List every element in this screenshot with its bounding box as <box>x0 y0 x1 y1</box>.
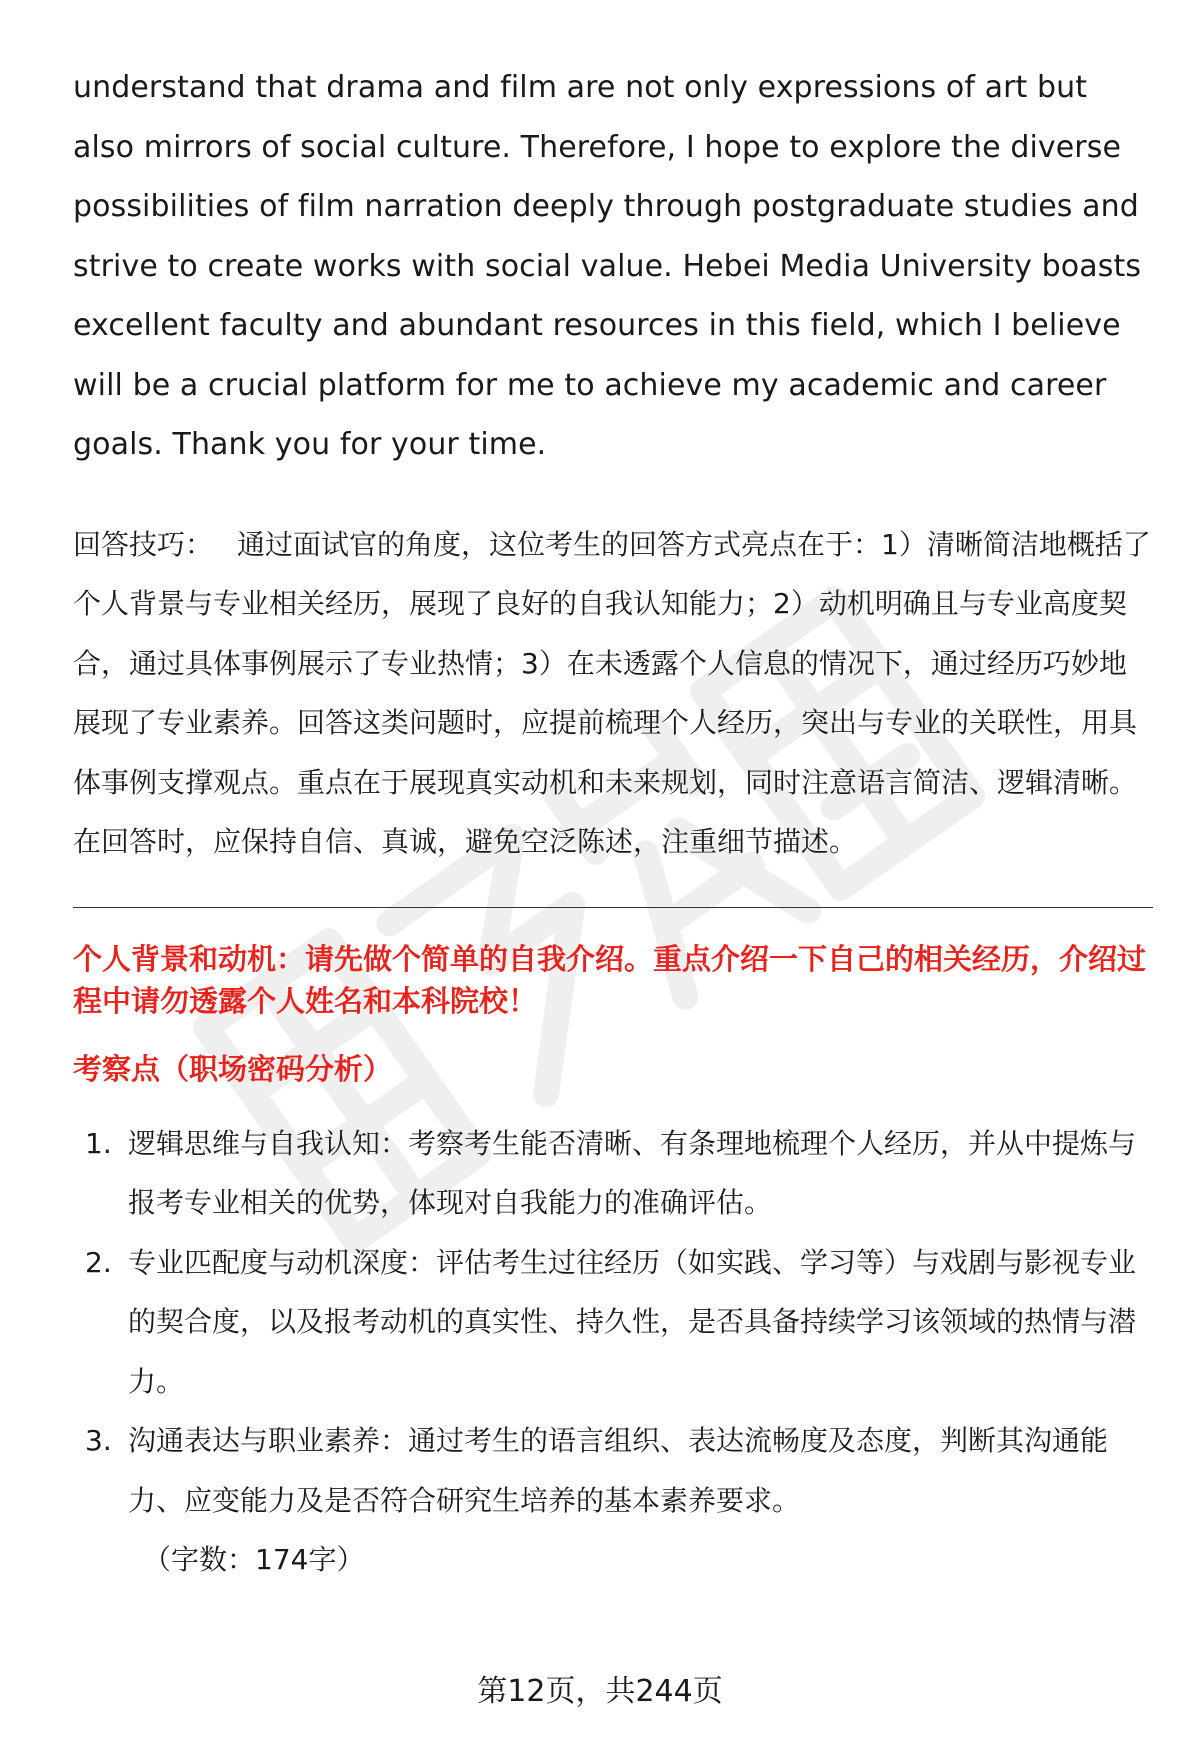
list-item-number: 3. <box>85 1424 112 1457</box>
document-page <box>73 58 1153 1590</box>
list-item-text: 逻辑思维与自我认知：考察考生能否清晰、有条理地梳理个人经历，并从中提炼与报考专业相关的优势，体现对自我能力的准确评估。 <box>128 1126 1137 1219</box>
list-item <box>73 1114 1153 1233</box>
list-item-number: 1. <box>85 1126 112 1160</box>
english-answer-paragraph: understand that drama and film are not only expressions of art but also mirrors of social culture. Therefore, I hope to explore the diverse possibilities of film narration deeply through postgraduate studies and strive to create works with social value. Hebei Media University boasts excellent faculty and abundant resources in this field, which I believe will be a crucial platform for me to achieve my academic and career goals. Thank you for your time. <box>73 70 1142 462</box>
list-item <box>73 1233 1153 1412</box>
list-item-text: 专业匹配度与动机深度：评估考生过往经历（如实践、学习等）与戏剧与影视专业的契合度，以及报考动机的真实性、持久性，是否具备持续学习该领域的热情与潜力。 <box>128 1245 1137 1398</box>
assessment-points-heading: 考察点（职场密码分析） <box>73 1051 393 1086</box>
tips-label: 回答技巧： <box>73 527 214 561</box>
page-number-footer: 第12页，共244页 <box>477 1674 723 1709</box>
answer-tips-paragraph <box>73 515 1153 872</box>
tips-text: 通过面试官的角度，这位考生的回答方式亮点在于：1）清晰简洁地概括了个人背景与专业相关经历，展现了良好的自我认知能力；2）动机明确且与专业高度契合，通过具体事例展示了专业热情；3）在未透露个人信息的情况下，通过经历巧妙地展现了专业素养。回答这类问题时，应提前梳理个人经历，突出与专业的关联性，用具体事例支撑观点。重点在于展现真实动机和未来规划，同时注意语言简洁、逻辑清晰。在回答时，应保持自信、真诚，避免空泛陈述，注重细节描述。 <box>73 527 1151 858</box>
word-count: （字数：174字） <box>143 1543 365 1576</box>
assessment-points-list <box>73 1114 1153 1531</box>
list-item-text: 沟通表达与职业素养：通过考生的语言组织、表达流畅度及态度，判断其沟通能力、应变能力及是否符合研究生培养的基本素养要求。 <box>128 1424 1109 1517</box>
list-item-number: 2. <box>85 1245 112 1279</box>
interview-question: 个人背景和动机：请先做个简单的自我介绍。重点介绍一下自己的相关经历，介绍过程中请勿透露个人姓名和本科院校！ <box>73 941 1147 1018</box>
list-item <box>73 1411 1153 1530</box>
section-divider <box>73 907 1153 908</box>
